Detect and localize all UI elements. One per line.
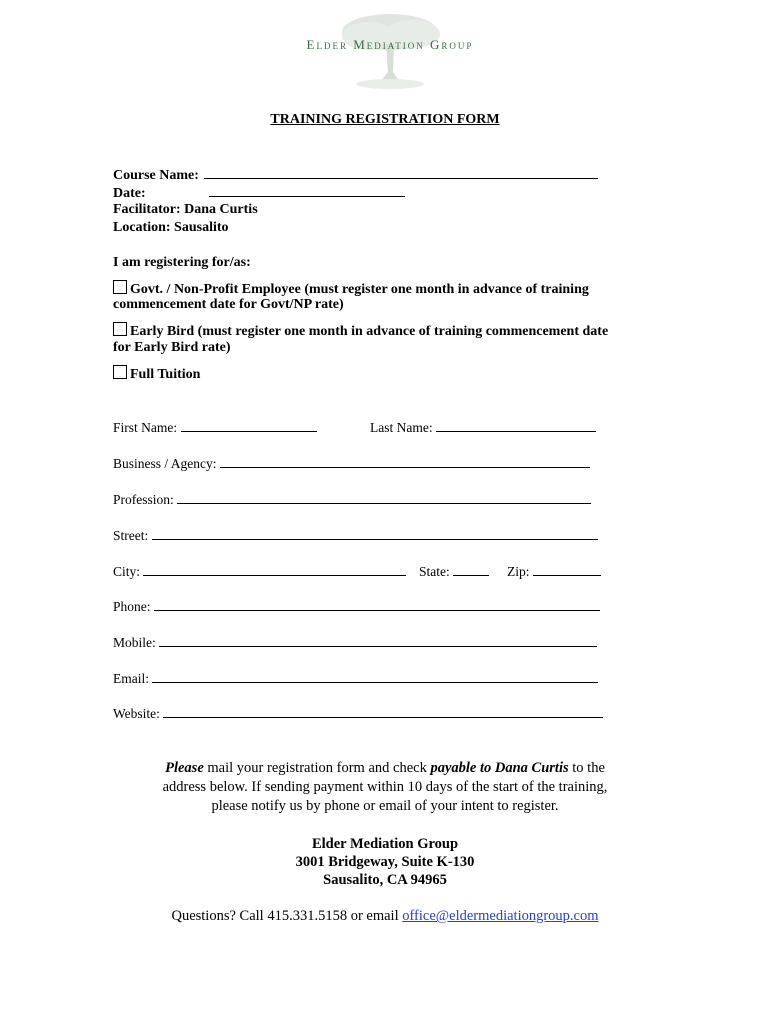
mailing-note [100,759,670,816]
date-blank[interactable] [209,184,405,197]
header-logo [290,10,490,90]
early-bird-checkbox[interactable] [113,322,127,336]
first-name-blank[interactable] [181,419,317,432]
last-name-blank[interactable] [436,419,596,432]
date-label: Date: [113,186,146,201]
phone-blank[interactable] [154,598,600,611]
city-row [113,563,406,580]
option-full-label: Full Tuition [130,367,201,382]
website-blank[interactable] [163,705,603,718]
option-early-label: Early Bird (must register one month in advance of training commencement date [130,324,609,339]
zip-blank[interactable] [533,563,601,576]
full-tuition-checkbox[interactable] [113,365,127,379]
email-row [113,670,598,687]
govt-checkbox[interactable] [113,280,127,294]
note-payable: payable to Dana Curtis [430,760,569,776]
note-line2: address below. If sending payment within 10 days of the start of the training, [162,779,608,795]
mobile-blank[interactable] [159,634,597,647]
city-blank[interactable] [143,563,406,576]
note-please: Please [165,760,204,776]
option-govt-line2: commencement date for Govt/NP rate) [113,297,344,312]
course-name-label: Course Name: [113,168,199,183]
mailing-address [0,835,770,889]
questions-line [0,908,770,925]
state-blank[interactable] [453,563,489,576]
state-label: State: [419,564,450,579]
option-govt-label: Govt. / Non-Profit Employee (must register one month in advance of training [130,282,589,297]
note-part1: mail your registration form and check [203,760,431,776]
mobile-label: Mobile: [113,635,156,650]
questions-text: Questions? Call 415.331.5158 or email [171,908,403,924]
zip-label: Zip: [507,564,530,579]
zip-row [507,563,601,580]
option-govt [113,280,589,298]
course-name-blank[interactable] [204,166,598,179]
website-label: Website: [113,706,160,721]
date-row [113,184,405,202]
address-city: Sausalito, CA 94965 [323,872,447,888]
option-early-bird [113,322,608,340]
option-full-tuition [113,365,200,383]
course-name-row [113,166,598,184]
address-name: Elder Mediation Group [311,836,459,852]
street-blank[interactable] [152,527,598,540]
last-name-label: Last Name: [370,420,433,435]
location: Location: Sausalito [113,220,229,235]
first-name-row [113,419,317,436]
registration-heading: I am registering for/as: [113,255,251,270]
first-name-label: First Name: [113,420,178,435]
email-label: Email: [113,671,149,686]
business-blank[interactable] [220,455,590,468]
business-label: Business / Agency: [113,456,217,471]
state-row [419,563,489,580]
email-link[interactable]: office@eldermediationgroup.com [402,908,599,924]
street-row [113,527,598,544]
logo-text: Elder Mediation Group [306,37,474,52]
email-blank[interactable] [152,670,598,683]
form-title: TRAINING REGISTRATION FORM [270,112,500,127]
profession-row [113,491,591,508]
address-street: 3001 Bridgeway, Suite K-130 [295,854,475,870]
city-label: City: [113,564,141,579]
phone-label: Phone: [113,599,151,614]
profession-blank[interactable] [177,491,591,504]
profession-label: Profession: [113,492,174,507]
note-part2: to the [568,760,605,776]
business-row [113,455,590,472]
street-label: Street: [113,528,149,543]
last-name-row [370,419,596,436]
website-row [113,705,603,722]
note-line1 [100,759,670,778]
facilitator: Facilitator: Dana Curtis [113,202,258,217]
option-early-line2: for Early Bird rate) [113,340,231,355]
note-line3: please notify us by phone or email of your intent to register. [211,798,559,814]
phone-row [113,598,600,615]
mobile-row [113,634,597,651]
